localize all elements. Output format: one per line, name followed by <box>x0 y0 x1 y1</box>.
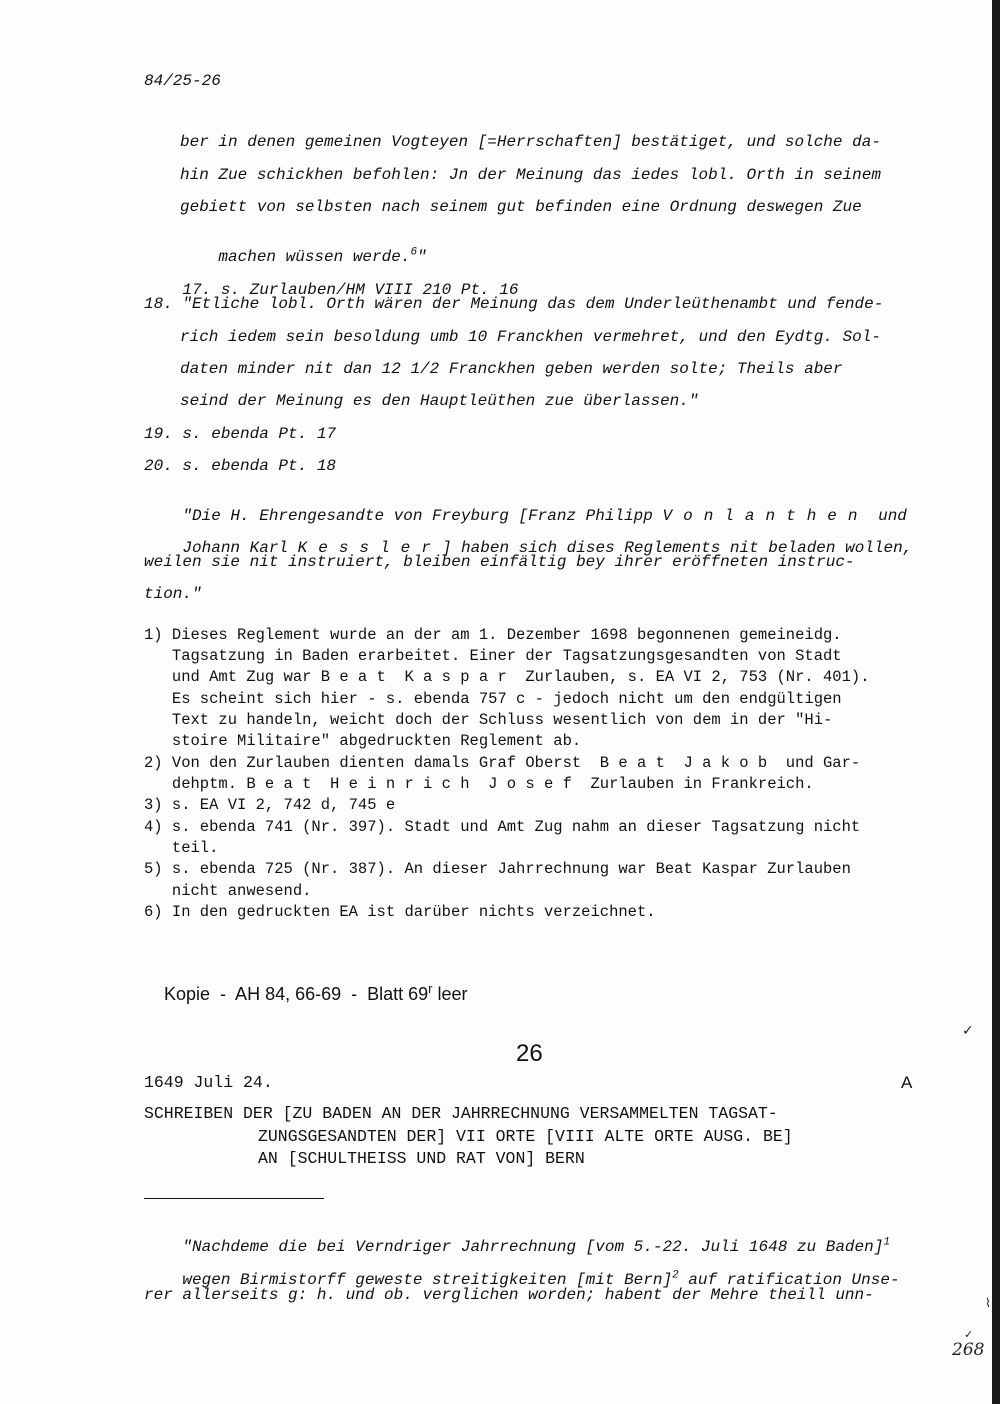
text-line: ber in denen gemeinen Vogteyen [=Herrschaften] bestätiget, und solche da- <box>180 133 881 151</box>
superscript: r <box>428 981 433 996</box>
footnote-line: und Amt Zug war B e a t K a s p a r Zurlauben, s. EA VI 2, 753 (Nr. 401). <box>144 668 870 686</box>
text-segment: auf ratification Unse- <box>678 1271 900 1289</box>
text-segment: "Nachdeme die bei Verndriger Jahrrechnung [vom 5.-22. Juli 1648 zu Baden] <box>182 1238 884 1256</box>
person-name: Vonlanthen <box>662 507 869 525</box>
text-segment: Kopie - AH 84, 66-69 - Blatt 69 <box>164 984 429 1004</box>
text-line: gebiett von selbsten nach seinem gut befinden eine Ordnung deswegen Zue <box>180 198 862 216</box>
page-reference: 84/25-26 <box>144 72 221 90</box>
text-segment: "Die H. Ehrengesandte von Freyburg [Franz Philipp <box>182 507 663 525</box>
footnote-line: Tagsatzung in Baden erarbeitet. Einer der Tagsatzungsgesandten von Stadt <box>144 647 842 665</box>
text-segment: leer <box>432 984 468 1004</box>
scan-edge <box>992 0 1000 1404</box>
document-number: 26 <box>516 1040 543 1067</box>
item-18-line: 18. "Etliche lobl. Orth wären der Meinung das dem Underleüthenambt und fende- <box>144 295 884 313</box>
closing-quote: " <box>417 248 427 266</box>
text-segment: machen wüssen werde. <box>218 248 411 266</box>
document-heading-line: ZUNGSGESANDTEN DER] VII ORTE [VIII ALTE ORTE AUSG. BE] <box>258 1127 793 1146</box>
tick-icon: ⌇ <box>985 1296 991 1310</box>
text-segment: und <box>868 507 907 525</box>
handwritten-folio-number: 268 <box>952 1340 985 1360</box>
item-19: 19. s. ebenda Pt. 17 <box>144 425 337 443</box>
footnote-ref: 1 <box>883 1236 890 1249</box>
footnote-ref: 6 <box>410 246 418 259</box>
copy-source-line <box>144 963 468 1026</box>
quote-line: weilen sie nit instruiert, bleiben einfältig bey ihrer eröffneten instruc- <box>144 553 855 571</box>
item-18-line: rich iedem sein besoldung umb 10 Franckhen vermehret, und den Eydtg. Sol- <box>180 328 881 346</box>
item-18-line: seind der Meinung es den Hauptleüthen zue überlassen." <box>180 392 699 410</box>
document-letter: A <box>901 1073 913 1092</box>
footnote-line: 6) In den gedruckten EA ist darüber nichts verzeichnet. <box>144 903 656 921</box>
item-18-line: daten minder nit dan 12 1/2 Franckhen geben werden solte; Theils aber <box>180 360 843 378</box>
footnote-ref: 2 <box>672 1269 679 1282</box>
footnote-line: 1) Dieses Reglement wurde an der am 1. Dezember 1698 begonnenen gemeineidg. <box>144 626 842 644</box>
check-mark-icon: ✓ <box>964 1328 974 1341</box>
footnote-line: 5) s. ebenda 725 (Nr. 387). An dieser Jahrrechnung war Beat Kaspar Zurlauben <box>144 860 851 878</box>
footnote-line: 2) Von den Zurlauben dienten damals Graf Oberst B e a t J a k o b und Gar- <box>144 754 861 772</box>
text-line: hin Zue schickhen befohlen: Jn der Meinung das iedes lobl. Orth in seinem <box>180 166 881 184</box>
footnote-line: dehptm. B e a t H e i n r i c h J o s e f Zurlauben in Frankreich. <box>144 775 814 793</box>
text-segment: ] haben sich dises Reglements nit beladen wollen, <box>441 539 913 557</box>
footnote-line: nicht anwesend. <box>144 882 312 900</box>
separator-rule <box>144 1198 324 1199</box>
footnote-line: 3) s. EA VI 2, 742 d, 745 e <box>144 796 396 814</box>
footnote-line: Es scheint sich hier - s. ebenda 757 c - jedoch nicht um den endgültigen <box>144 690 842 708</box>
body-line: rer allerseits g: h. und ob. verglichen worden; habent der Mehre theill unn- <box>144 1286 874 1304</box>
person-name: Kessler <box>297 539 442 557</box>
check-mark-icon: ✓ <box>962 1023 974 1039</box>
footnote-line: teil. <box>144 839 219 857</box>
document-heading-line: AN [SCHULTHEISS UND RAT VON] BERN <box>258 1149 585 1168</box>
item-20: 20. s. ebenda Pt. 18 <box>144 457 337 475</box>
quote-line: tion." <box>144 585 202 603</box>
item-text: 17. s. Zurlauben/HM VIII 210 Pt. 16 <box>182 281 519 299</box>
text-segment: wegen Birmistorff geweste streitigkeiten [mit Bern] <box>182 1271 673 1289</box>
footnote-line: 4) s. ebenda 741 (Nr. 397). Stadt und Amt Zug nahm an dieser Tagsatzung nicht <box>144 818 861 836</box>
footnote-line: stoire Militaire" abgedruckten Reglement ab. <box>144 732 582 750</box>
text-segment: Johann Karl <box>182 539 298 557</box>
document-date: 1649 Juli 24. <box>144 1073 273 1092</box>
footnote-line: Text zu handeln, weicht doch der Schluss wesentlich von dem in der "Hi- <box>144 711 833 729</box>
document-heading-line: SCHREIBEN DER [ZU BADEN AN DER JAHRRECHNUNG VERSAMMELTEN TAGSAT- <box>144 1104 778 1123</box>
